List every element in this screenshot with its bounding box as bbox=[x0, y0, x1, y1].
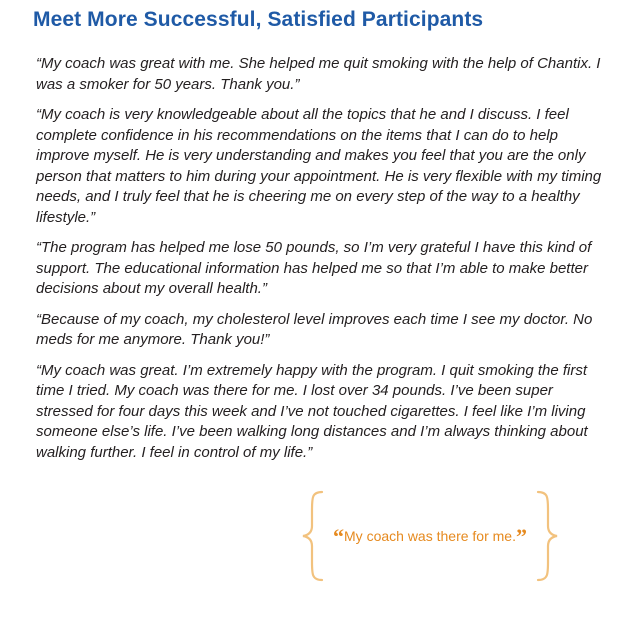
pull-quote-callout bbox=[300, 490, 560, 582]
testimonial-quote-1: “My coach was great with me. She helped me quit smoking with the help of Chantix. I was a smoker for 50 years. Thank you.” bbox=[36, 55, 601, 93]
left-curly-brace-icon bbox=[300, 490, 326, 582]
pull-quote-label: My coach was there for me. bbox=[344, 528, 516, 544]
testimonial-quote-3: “The program has helped me lose 50 pounds, so I’m very grateful I have this kind of support. The educational information has helped me so that I’m able to make better decisions about my overall health.” bbox=[36, 239, 592, 297]
close-quote-mark: ” bbox=[515, 524, 527, 549]
testimonial-quote-5: “My coach was great. I’m extremely happy with the program. I quit smoking the first time I tried. My coach was there for me. I lost over 34 pounds. I’ve been super stressed for four days this week and I’ve not touched cigarettes. I feel like I’m living someone else’s life. I’ve been walking long distances and I’m always thinking about walking further. I feel in control of my life.” bbox=[36, 361, 588, 461]
page-title: Meet More Successful, Satisfied Participants bbox=[33, 8, 484, 31]
right-curly-brace-icon bbox=[534, 490, 560, 582]
testimonial-list bbox=[36, 54, 606, 473]
pull-quote-text bbox=[326, 524, 534, 550]
testimonial-quote-2: “My coach is very knowledgeable about all the topics that he and I discuss. I feel complete confidence in his recommendations on the items that I can do to help improve myself. He is very understanding and makes you feel that you are the only person that matters to him during your appointment. He is very flexible with my timing needs, and I truly feel that he is cheering me on every step of the way to a healthy lifestyle.” bbox=[36, 106, 602, 226]
open-quote-mark: “ bbox=[333, 524, 345, 549]
testimonial-quote-4: “Because of my coach, my cholesterol level improves each time I see my doctor. No meds for me anymore. Thank you!” bbox=[36, 310, 593, 348]
